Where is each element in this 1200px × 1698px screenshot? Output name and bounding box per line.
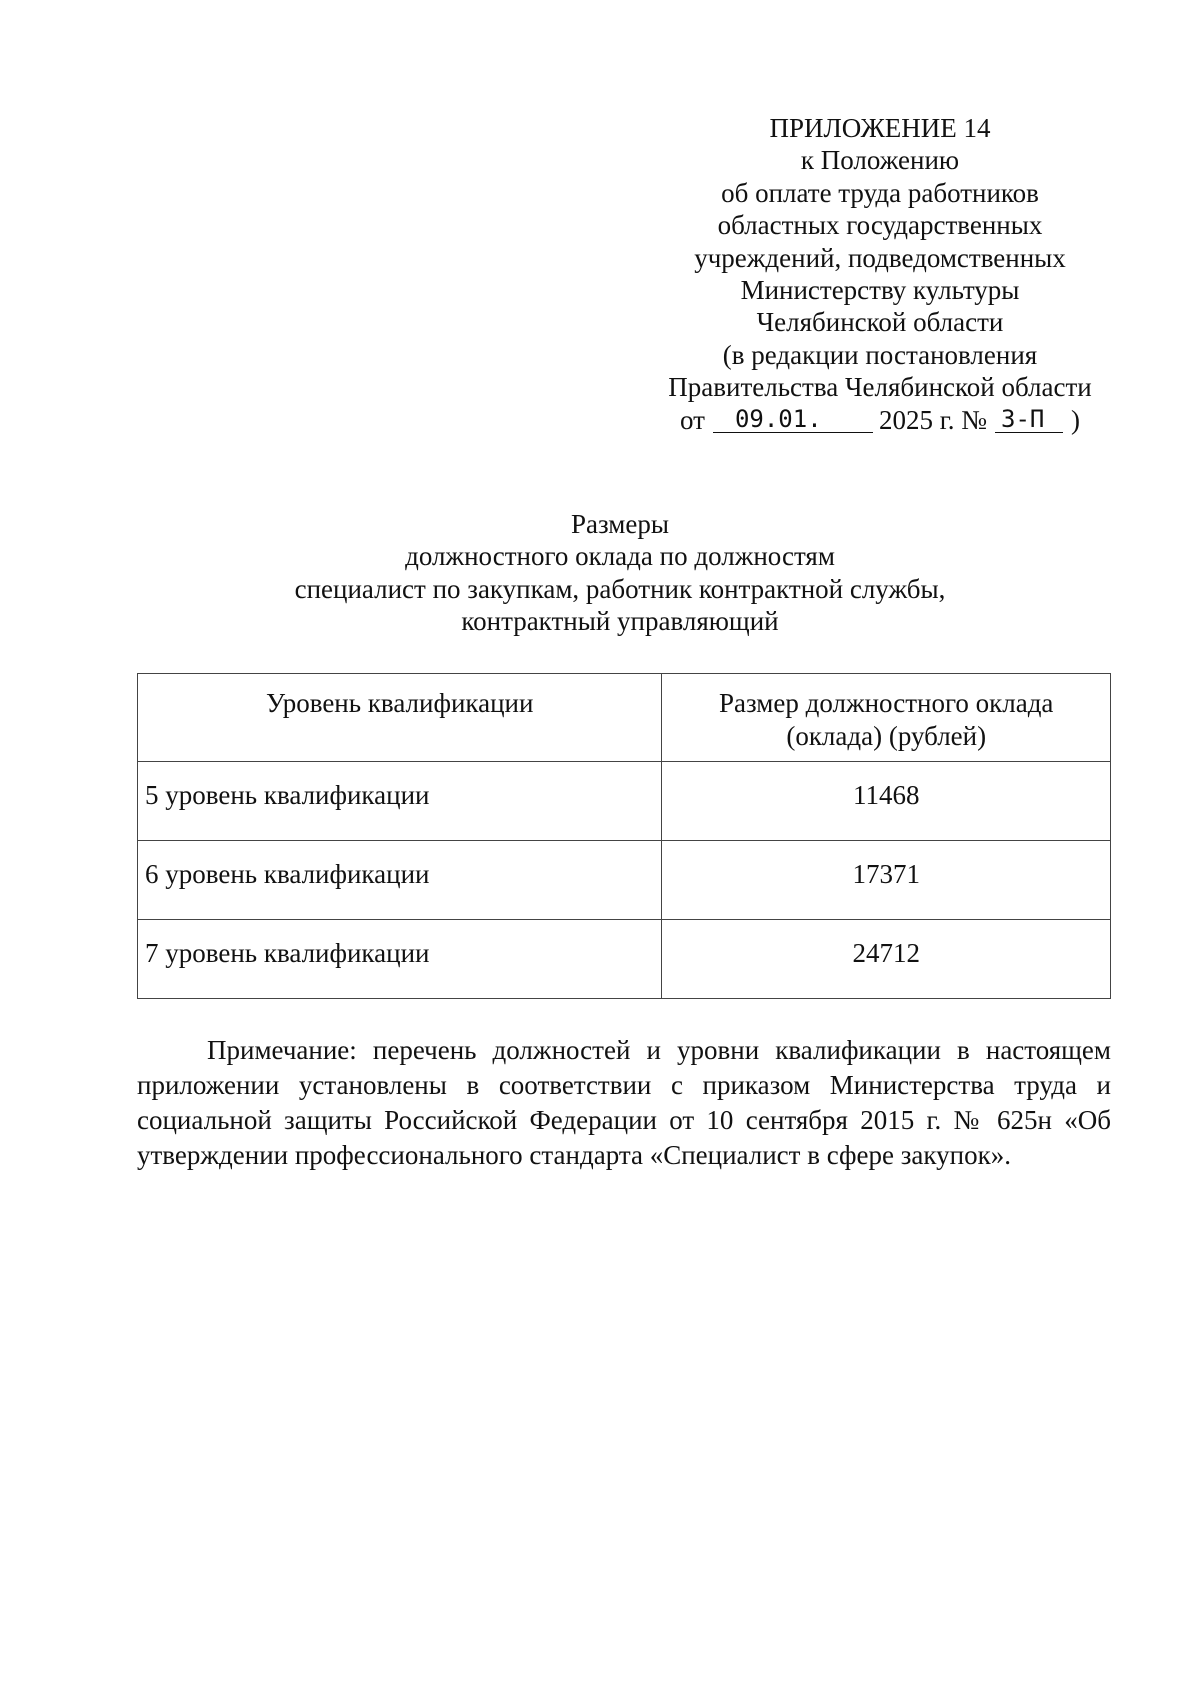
salary-table [137, 673, 1111, 999]
column-header-level: Уровень квалификации [138, 674, 662, 762]
appendix-header [610, 112, 1150, 436]
table-header-row [138, 674, 1111, 762]
date-number-line [610, 404, 1150, 436]
table-row [138, 920, 1111, 999]
qualification-level-cell: 6 уровень квалификации [138, 841, 662, 920]
note-paragraph: Примечание: перечень должностей и уровни квалификации в настоящем приложении установлены в соответствии с приказом Министерства труда и социальной защиты Российской Федерации от 10 сентября 2015 г. № 625н «Об утверждении профессионального стандарта «Специалист в сфере закупок». [137, 1035, 1111, 1170]
table-row [138, 841, 1111, 920]
qualification-level-cell: 5 уровень квалификации [138, 762, 662, 841]
number-field: 3-П [995, 406, 1063, 433]
header-line: об оплате труда работников [721, 177, 1039, 208]
closing-paren: ) [1071, 404, 1080, 435]
column-header-salary-line: Размер должностного оклада [719, 688, 1054, 718]
header-line: (в редакции постановления [722, 339, 1038, 370]
document-title [125, 508, 1115, 638]
date-prefix: от [680, 404, 705, 435]
salary-cell: 24712 [662, 920, 1111, 999]
title-line: контрактный управляющий [461, 606, 779, 637]
header-line: Министерству культуры [740, 275, 1020, 306]
qualification-level-cell: 7 уровень квалификации [138, 920, 662, 999]
title-line: специалист по закупкам, работник контрактной службы, [294, 573, 946, 604]
salary-cell: 17371 [662, 841, 1111, 920]
table-row [138, 762, 1111, 841]
salary-cell: 11468 [662, 762, 1111, 841]
header-line: к Положению [800, 145, 960, 176]
header-line: Правительства Челябинской области [668, 372, 1092, 403]
header-line: Челябинской области [756, 307, 1004, 338]
header-line: областных государственных [717, 210, 1043, 241]
title-line: должностного оклада по должностям [405, 541, 835, 572]
title-line: Размеры [571, 509, 669, 539]
column-header-salary [662, 674, 1111, 762]
appendix-title: ПРИЛОЖЕНИЕ 14 [769, 113, 991, 143]
date-field: 09.01. [713, 406, 873, 433]
year-number-label: 2025 г. № [878, 404, 987, 435]
column-header-salary-line: (оклада) (рублей) [786, 721, 987, 751]
header-line: учреждений, подведомственных [694, 242, 1066, 273]
